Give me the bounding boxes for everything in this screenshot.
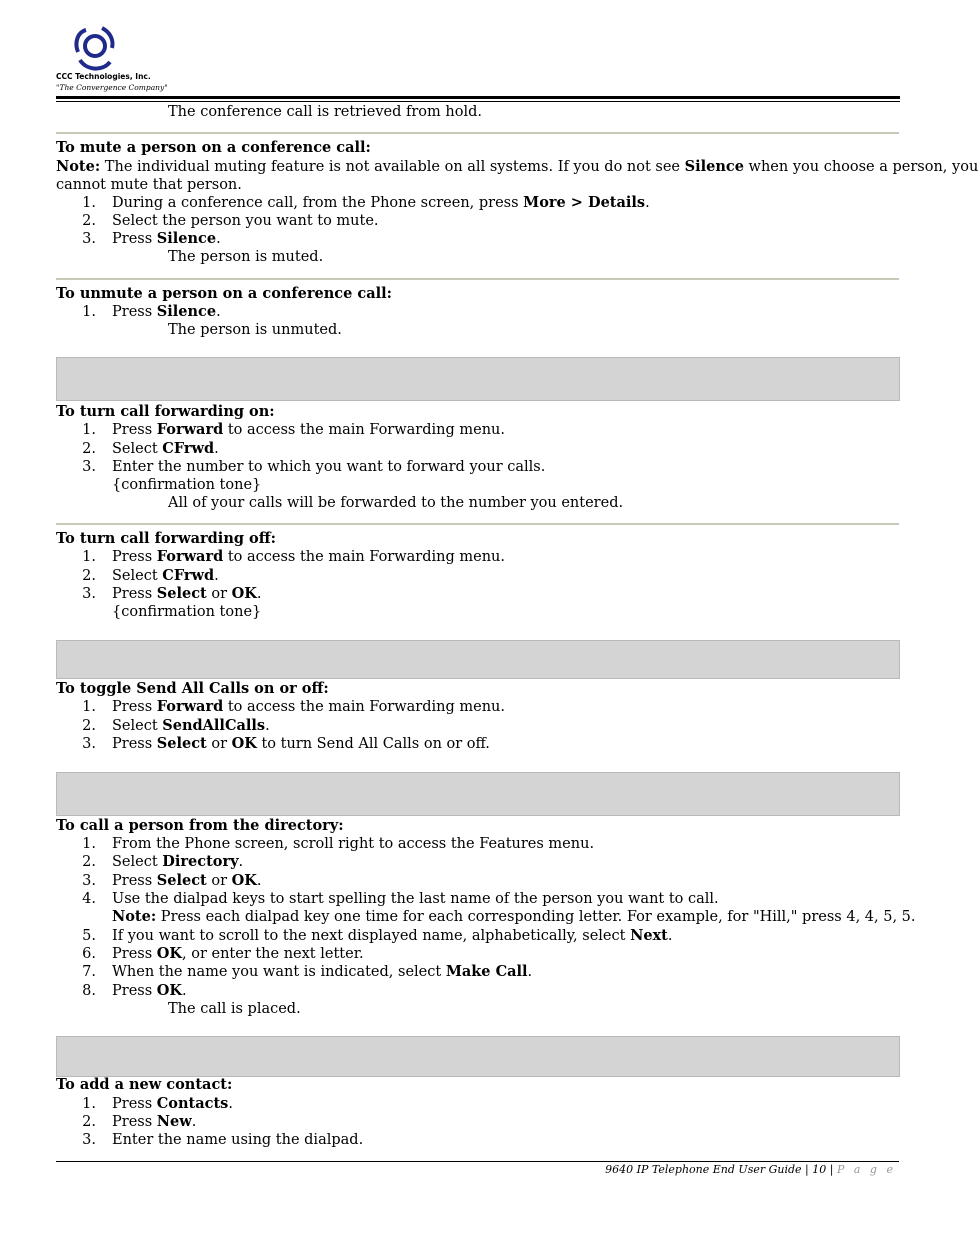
section-band [56, 1036, 900, 1077]
directory-step-2: Select Directory. [112, 853, 244, 870]
step-number: 3. [82, 459, 96, 475]
step-number: 6. [82, 946, 96, 962]
fwd-on-step-2: Select CFrwd. [112, 440, 219, 457]
mute-note: Note: The individual muting feature is not available on all systems. If you do not see Silence when you choose a person, you [56, 158, 978, 175]
mute-result: The person is muted. [168, 249, 324, 265]
send-all-step-2: Select SendAllCalls. [112, 717, 270, 734]
header-rule [56, 96, 900, 99]
send-all-step-3: Press Select or OK to turn Send All Calls on or off. [112, 735, 490, 752]
mute-heading: To mute a person on a conference call: [56, 139, 371, 156]
send-all-step-1: Press Forward to access the main Forwarding menu. [112, 698, 505, 715]
step-number: 1. [82, 549, 96, 565]
section-separator [56, 132, 899, 134]
step-number: 2. [82, 1114, 96, 1130]
step-number: 1. [82, 304, 96, 320]
step-number: 4. [82, 891, 96, 907]
contact-heading: To add a new contact: [56, 1076, 233, 1093]
step-number: 7. [82, 964, 96, 980]
mute-step-2: Select the person you want to mute. [112, 213, 379, 229]
send-all-heading: To toggle Send All Calls on or off: [56, 680, 329, 697]
fwd-on-heading: To turn call forwarding on: [56, 403, 275, 420]
section-separator [56, 278, 899, 280]
step-number: 1. [82, 195, 96, 211]
header-rule-thin [56, 101, 900, 102]
section-band [56, 772, 900, 816]
step-number: 3. [82, 736, 96, 752]
step-number: 2. [82, 568, 96, 584]
step-number: 3. [82, 231, 96, 247]
step-number: 2. [82, 854, 96, 870]
directory-note: Note: Press each dialpad key one time for each corresponding letter. For example, for "Hill," press 4, 4, 5, 5. [112, 908, 916, 925]
directory-step-3: Press Select or OK. [112, 872, 262, 889]
company-name: CCC Technologies, Inc. [56, 72, 151, 81]
unmute-step-1: Press Silence. [112, 303, 221, 320]
step-number: 2. [82, 441, 96, 457]
retrieve-result-text: The conference call is retrieved from hold. [168, 104, 482, 120]
contact-step-3: Enter the name using the dialpad. [112, 1132, 364, 1148]
section-band [56, 357, 900, 401]
step-number: 3. [82, 586, 96, 602]
step-number: 2. [82, 718, 96, 734]
page-footer: 9640 IP Telephone End User Guide | 10 | P a g e [605, 1163, 896, 1176]
mute-note-continued: cannot mute that person. [56, 177, 242, 193]
page-number: 10 [812, 1163, 827, 1176]
directory-heading: To call a person from the directory: [56, 817, 344, 834]
directory-step-6: Press OK, or enter the next letter. [112, 945, 364, 962]
fwd-off-tone: {confirmation tone} [112, 604, 262, 620]
mute-step-1: During a conference call, from the Phone screen, press More > Details. [112, 194, 650, 211]
fwd-on-result: All of your calls will be forwarded to the number you entered. [168, 495, 624, 511]
step-number: 8. [82, 983, 96, 999]
fwd-on-tone: {confirmation tone} [112, 477, 262, 493]
step-number: 1. [82, 836, 96, 852]
section-separator [56, 523, 899, 525]
directory-step-1: From the Phone screen, scroll right to access the Features menu. [112, 836, 595, 852]
step-number: 3. [82, 1132, 96, 1148]
section-band [56, 640, 900, 679]
contact-step-1: Press Contacts. [112, 1095, 233, 1112]
unmute-heading: To unmute a person on a conference call: [56, 285, 392, 302]
fwd-off-heading: To turn call forwarding off: [56, 530, 276, 547]
step-number: 3. [82, 873, 96, 889]
fwd-on-step-3: Enter the number to which you want to forward your calls. [112, 459, 546, 475]
directory-step-8: Press OK. [112, 982, 187, 999]
directory-step-7: When the name you want is indicated, select Make Call. [112, 963, 533, 980]
fwd-off-step-1: Press Forward to access the main Forwarding menu. [112, 548, 505, 565]
mute-step-3: Press Silence. [112, 230, 221, 247]
step-number: 5. [82, 928, 96, 944]
step-number: 2. [82, 213, 96, 229]
step-number: 1. [82, 699, 96, 715]
directory-step-4: Use the dialpad keys to start spelling the last name of the person you want to call. [112, 891, 719, 907]
contact-step-2: Press New. [112, 1113, 197, 1130]
unmute-result: The person is unmuted. [168, 322, 342, 338]
directory-result: The call is placed. [168, 1001, 301, 1017]
step-number: 1. [82, 1096, 96, 1112]
directory-step-5: If you want to scroll to the next displayed name, alphabetically, select Next. [112, 927, 673, 944]
step-number: 1. [82, 422, 96, 438]
company-tagline: "The Convergence Company" [56, 83, 168, 92]
fwd-on-step-1: Press Forward to access the main Forwarding menu. [112, 421, 505, 438]
fwd-off-step-2: Select CFrwd. [112, 567, 219, 584]
fwd-off-step-3: Press Select or OK. [112, 585, 262, 602]
